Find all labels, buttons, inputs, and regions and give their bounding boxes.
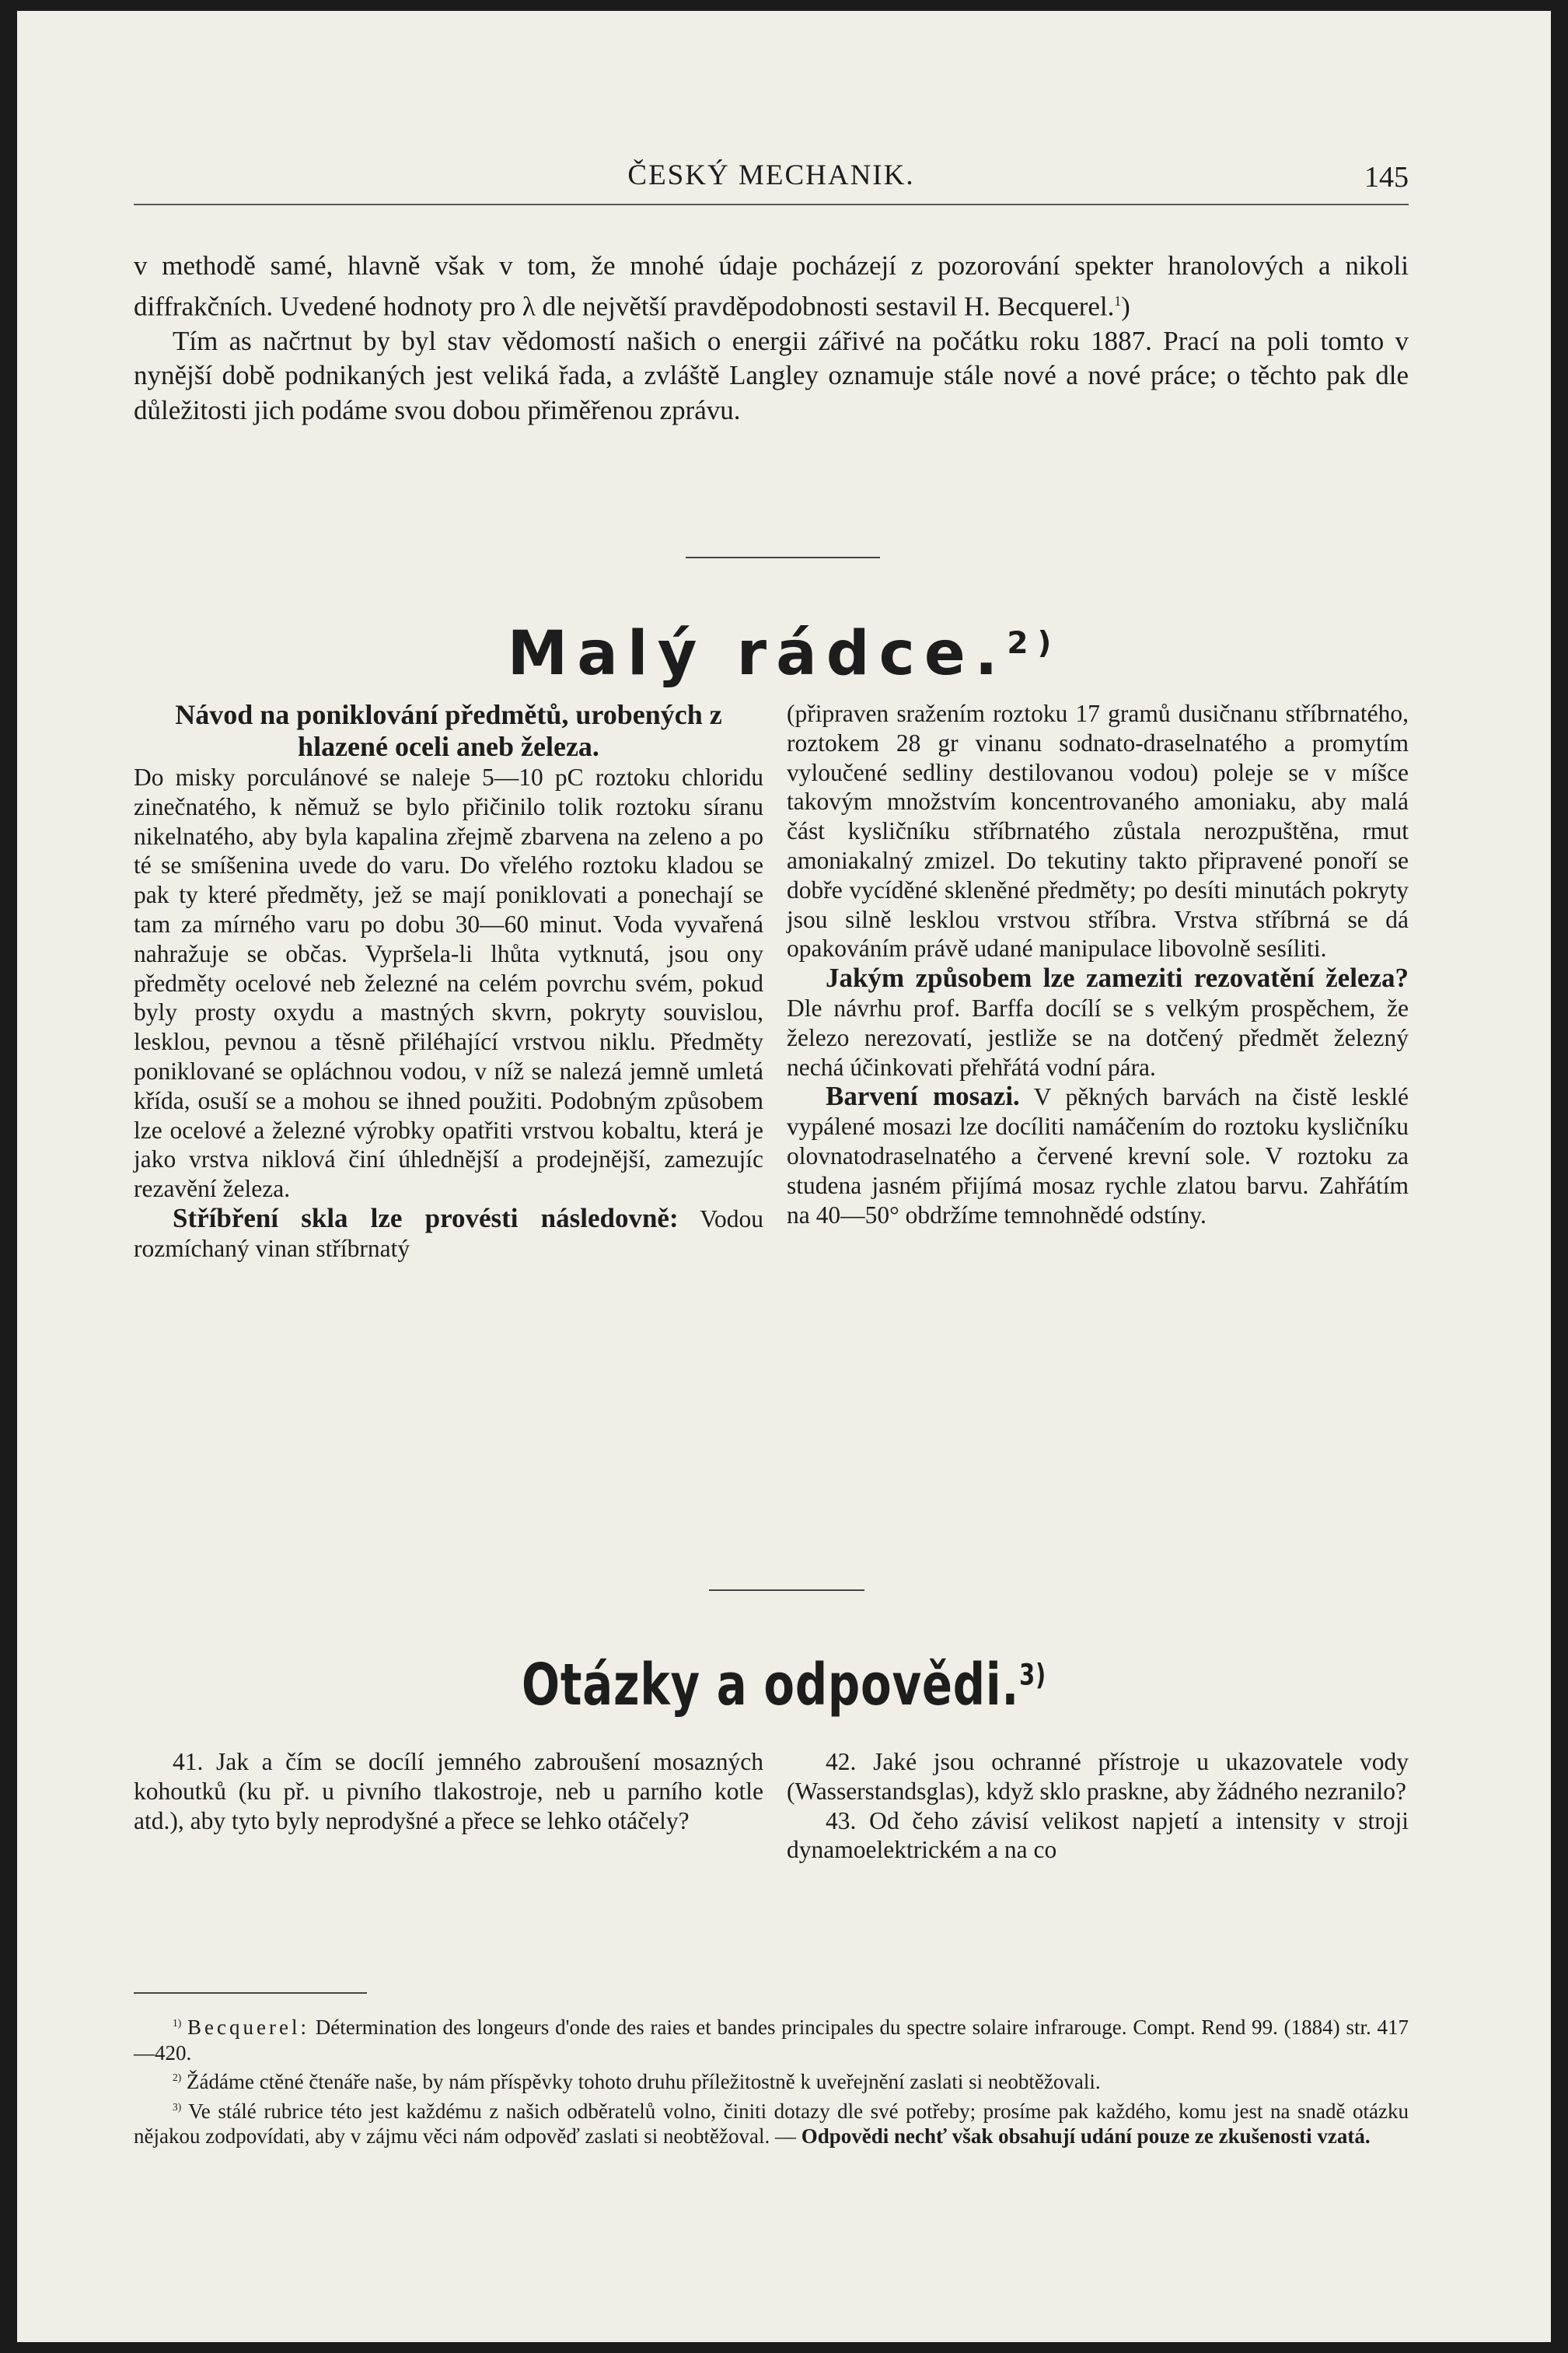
article-heading-stribreni: Stříbření skla lze provésti následovně: (173, 1202, 679, 1233)
footnote-2-mark: 2) (173, 2072, 182, 2083)
footnote-1 (134, 2011, 1409, 2065)
footnotes (134, 2011, 1409, 2149)
article-body-stribreni: Vodou rozmíchaný vinan stříbrnatý (134, 1204, 763, 1262)
journal-title: ČESKÝ MECHANIK. (627, 159, 915, 191)
header-rule (134, 204, 1409, 205)
section-title-otazky (186, 1652, 1382, 1718)
article-body-barveni: V pěkných barvách na čistě lesklé vypálené mosazi lze docíliti namáčením do roztoku kysličníku olovnatodraselnatého a červené krevní sole. V roztoku za studena jasném přijímá mosaz rychle zlatou barvu. Zahřátím na 40—50° obdržíme temnohnědé odstíny. (787, 1083, 1409, 1229)
footnote-1-text: Détermination des longeurs d'onde des raies et bandes principales du spectre solaire infrarouge. Compt. Rend 99. (1884) str. 417—420. (134, 2016, 1409, 2065)
footnote-1-mark: 1) (173, 2017, 182, 2029)
page (17, 11, 1551, 2342)
article-body-stribreni-cont: (připraven sražením roztoku 17 gramů dusičnanu stříbrnatého, roztokem 28 gr vinanu sodnato-draselnatého a promytím vyloučené sedliny destilovanou vodou) poleje se v míšce takovým množstvím koncentrovaného amoniaku, aby malá část kysličníku stříbrnatého zůstala nerozpuštěna, rmut amoniakalný zmizel. Do tekutiny takto připravené ponoří se dobře vycíděné skleněné předměty; po desíti minutách pokryty jsou silně lesklou vrstvou stříbra. Vrstva stříbrná se dá opakováním právě udané manipulace libovolně sesíliti. (787, 700, 1409, 963)
footnote-3-text: Ve stálé rubrice této jest každému z našich odběratelů volno, činiti dotazy dle své potřeby; prosíme pak každého, komu jest na snadě otázku nějakou zodpovídati, aby v zájmu věci nám odpověď zaslati si neobtěžoval. — (134, 2099, 1409, 2148)
footnote-rule (134, 1992, 367, 1994)
column-left (134, 699, 763, 1264)
article-rezovateni (787, 963, 1409, 1082)
article-heading-rezovateni: Jakým způsobem lze zameziti rezovatění železa? (826, 963, 1409, 994)
section-title-note: 3) (1019, 1658, 1046, 1692)
article-stribreni (134, 1204, 763, 1264)
section-title-maly-radce (17, 619, 1551, 689)
article-barveni (787, 1082, 1409, 1229)
article-body-poniklovani: Do misky porculánové se naleje 5—10 pC roztoku chloridu zinečnatého, k němuž se bylo přičinilo tolik roztoku síranu nikelnatého, aby byla kapalina zřejmě zbarvena na zeleno a po té se smíšenina uvede do varu. Do vřelého roztoku kladou se pak ty které předměty, jež se mají poniklovati a ponechají se tam za mírného varu po dobu 30—60 minut. Voda vyvařená nahražuje se občas. Vypršela-li lhůta vytknutá, jsou ony předměty ocelové neb železné na celém povrchu svém, pokud byly prosty oxydu a mastných skvrn, pokryty souvislou, lesklou, pevnou a těsně přiléhající vrstvou niklu. Předměty poniklované se opláchnou vodou, v níž se nalezá jemně umletá křída, osuší se a mohou se ihned použiti. Podobným způsobem lze ocelové a železné výrobky opatřiti vrstvou kobaltu, která je jako vrstva niklová činí úhlednější a prodejnější, zamezujíc rezavění železa. (134, 764, 763, 1203)
question-41: 41. Jak a čím se docílí jemného zabroušení mosazných kohoutků (ku př. u pivního tlakostroje, neb u parního kotle atd.), aby tyto byly neprodyšné a přece se lehko otáčely? (134, 1748, 763, 1834)
section-title-text: Malý rádce. (507, 619, 1008, 689)
question-43: 43. Od čeho závisí velikost napjetí a intensity v stroji dynamoelektrickém a na co (787, 1806, 1409, 1864)
intro-text (134, 249, 1409, 428)
intro-paragraph-2: Tím as načrtnut by byl stav vědomostí našich o energii zářivé na počátku roku 1887. Prací na poli tomto v nynější době podnikaných jest veliká řada, a zvláště Langley oznamuje stále nové a nové práce; o těchto pak dle důležitosti jich podáme svou dobou přiměřenou zprávu. (134, 325, 1409, 425)
running-head (134, 159, 1409, 205)
footnote-3-mark: 3) (173, 2100, 182, 2113)
section-separator (686, 557, 880, 558)
footnote-ref-1: 1 (1114, 292, 1122, 309)
footnote-ref-1-paren: ) (1121, 291, 1130, 322)
article-heading-barveni: Barvení mosazi. (826, 1081, 1020, 1112)
footnote-2 (134, 2065, 1409, 2095)
column-right (787, 699, 1409, 1229)
section-title-text: Otázky a odpovědi. (522, 1652, 1020, 1718)
footnote-3-bold: Odpovědi nechť však obsahují udání pouze ze zkušenosti vzatá. (801, 2124, 1371, 2148)
article-body-rezovateni: Dle návrhu prof. Barffa docílí se s velkým prospěchem, že železo nerezovatí, jestliže se na dotčený předmět železný nechá účinkovati přehřátá vodní pára. (787, 994, 1409, 1081)
intro-paragraph-1 (134, 249, 1409, 324)
footnote-2-text: Žádáme ctěné čtenáře naše, by nám příspěvky tohoto druhu příležitostně k uveřejnění zaslati si neobtěžovali. (187, 2070, 1101, 2093)
footnote-1-author: Becquerel: (187, 2016, 309, 2039)
section-separator (709, 1589, 864, 1591)
question-42: 42. Jaké jsou ochranné přístroje u ukazovatele vody (Wasserstandsglas), když sklo praskne, aby žádného nezranilo? (787, 1748, 1409, 1805)
section-title-note: 2) (1007, 626, 1061, 661)
page-number: 145 (1364, 161, 1409, 194)
footnote-3 (134, 2095, 1409, 2149)
intro-paragraph-1-text: v methodě samé, hlavně však v tom, že mnohé údaje pocházejí z pozorování spekter hranolových a nikoli diffrakčních. Uvedené hodnoty pro λ dle největší pravděpodobnosti sestavil H. Becquerel. (134, 250, 1409, 322)
questions-left (134, 1747, 763, 1835)
article-heading-poniklovani: Návod na poniklování předmětů, urobených z hlazené oceli aneb železa. (175, 699, 722, 762)
questions-right (787, 1747, 1409, 1865)
